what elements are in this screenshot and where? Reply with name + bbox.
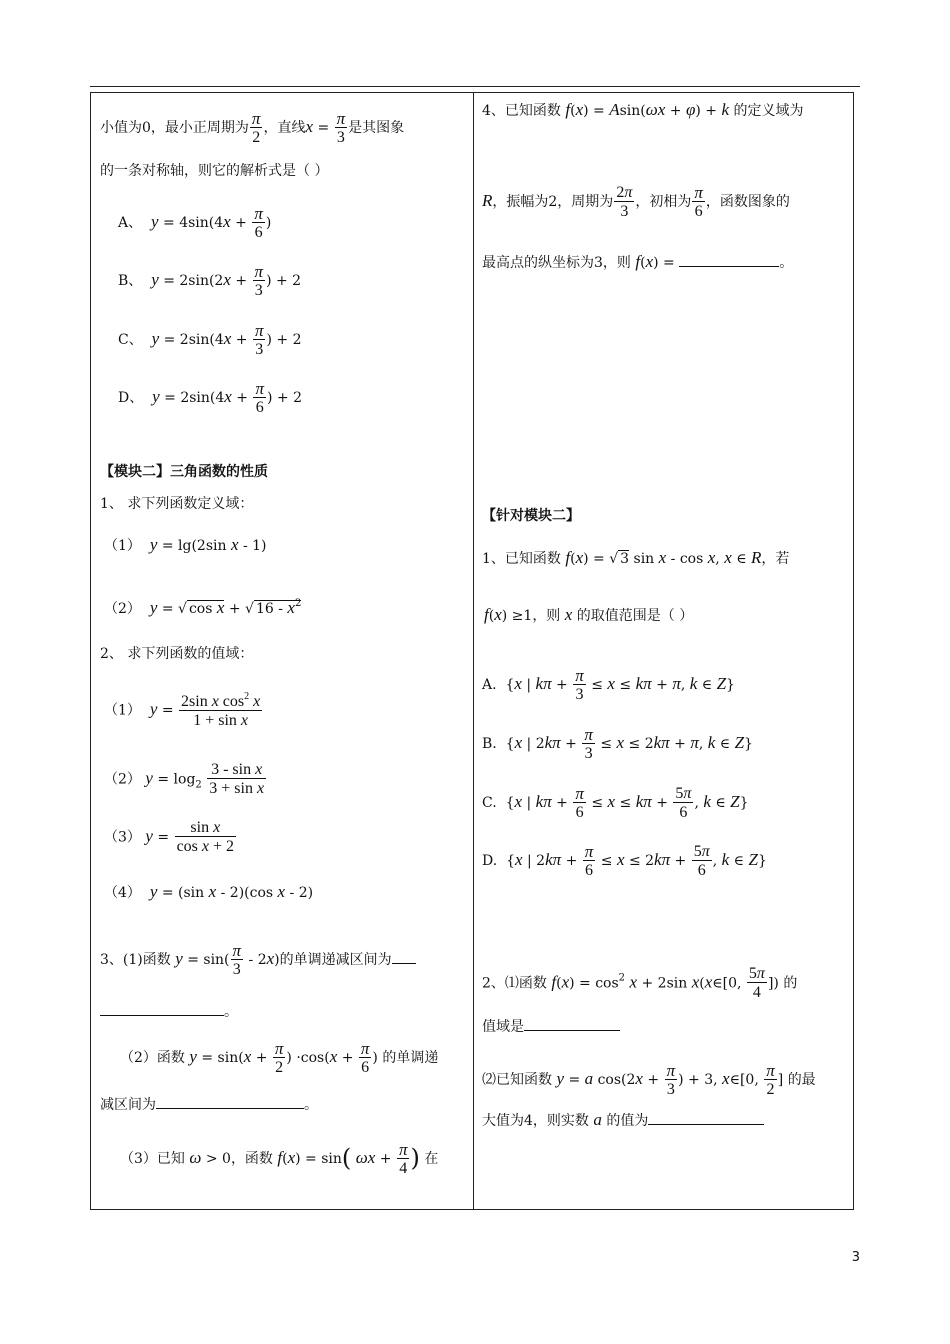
p1-line2: f(x) ≥1，则 x 的取值范围是（ ） <box>484 605 694 624</box>
column-divider <box>473 92 474 1210</box>
p-option-c: C. {x | kπ + $\frac{\pi}{6}$ ≤ x ≤ kπ + $\frac{5\pi}{6}$ , k ∈ Z} <box>482 784 749 821</box>
p2-line2: 值域是 <box>482 1017 620 1037</box>
q1-heading: 1、 求下列函数定义域： <box>100 496 254 512</box>
q2-part3: （3） y = $\frac{\text{sin x}}{\text{cos x + 2}}$ <box>104 819 235 855</box>
q3-part3: （3）已知 ω > 0，函数 f(x) = sin( ωx + $\frac{\pi}{4}$ ) 在 <box>120 1140 439 1177</box>
q2-part2: （2） $y = \log_2$ $\frac{\text{3 - sin x}}{\text{3 + sin x}}$ <box>104 761 265 797</box>
p-option-a: A. {x | kπ + $\frac{\pi}{3}$ ≤ x ≤ kπ + π, k ∈ Z} <box>482 666 735 703</box>
q4-line3: 最高点的纵坐标为3，则 f(x) = 。 <box>482 252 794 271</box>
q1-part2: （2） y = √ cos x + √ $16 - x^2$ <box>104 598 302 617</box>
p2-line1: 2、⑴函数 $f(x) = \cos^2 x + 2\sin$ x(x∈[0, $\frac{5\pi}{4}$ ]) 的 <box>482 965 798 1001</box>
module2-title: 【模块二】三角函数的性质 <box>100 464 268 480</box>
q3-part2: （2）函数 y = sin(x + $\frac{\pi}{2}$ ) ·cos(x + $\frac{\pi}{6}$ ) 的单调递 <box>120 1039 439 1076</box>
q1-part1: （1） y = lg(2sin x - 1) <box>104 535 267 554</box>
q3-part1: 3、(1)函数 y = sin( $\frac{\pi}{3}$ - 2x)的单调递减区间为 <box>100 942 416 978</box>
page-number: 3 <box>851 1250 860 1265</box>
p2-line3: ⑵已知函数 y = a cos(2x + $\frac{\pi}{3}$ ) + 3, x∈[0, $\frac{\pi}{2}$ ] 的最 <box>482 1061 816 1098</box>
p1-line1: 1、已知函数 f(x) = √ 3 sin x - cos x, x ∈ R，若 <box>482 548 790 567</box>
option-a: A、 y = 4sin(4x + $\frac{\pi}{6}$ ) <box>118 204 272 241</box>
q2-part4: （4） y = (sin x - 2)(cos x - 2) <box>104 882 314 901</box>
q3-part1-blank: 。 <box>100 1002 238 1022</box>
p-option-d: D. {x | 2kπ + $\frac{\pi}{6}$ ≤ x ≤ 2kπ + $\frac{5\pi}{6}$ , k ∈ Z} <box>482 842 767 879</box>
p2-line4: 大值为4，则实数 a 的值为 <box>482 1110 764 1131</box>
p-option-b: B. {x | 2kπ + $\frac{\pi}{3}$ ≤ x ≤ 2kπ + π, k ∈ Z} <box>482 725 753 762</box>
q4-line1: 4、已知函数 f(x) = Asin(ωx + φ) + k 的定义域为 <box>482 100 804 119</box>
q3-part2-line2: 减区间为 。 <box>100 1097 318 1113</box>
q4-line2: R，振幅为2，周期为 $\frac{2\pi}{3}$ ，初相为 $\frac{\pi}{6}$ ，函数图象的 <box>482 183 790 220</box>
option-c: C、 y = 2sin(4x + $\frac{\pi}{3}$ ) + 2 <box>118 321 302 358</box>
option-b: B、 y = 2sin(2x + $\frac{\pi}{3}$ ) + 2 <box>118 262 302 299</box>
q2-part1: （1） y = $\frac{2\sin x \cos^2 x}{\text{1 + sin x}}$ <box>104 691 261 729</box>
header-rule <box>90 86 860 87</box>
option-d: D、 y = 2sin(4x + $\frac{\pi}{6}$ ) + 2 <box>118 379 302 416</box>
q2-heading: 2、 求下列函数的值域： <box>100 646 254 662</box>
intro-line-1: 小值为0，最小正周期为 $\frac{\pi}{2}$ ，直线x = $\frac{\pi}{3}$ 是其图象 <box>100 109 405 146</box>
intro-line-2: 的一条对称轴，则它的解析式是（ ） <box>100 163 329 179</box>
module2-target-title: 【针对模块二】 <box>482 508 580 524</box>
